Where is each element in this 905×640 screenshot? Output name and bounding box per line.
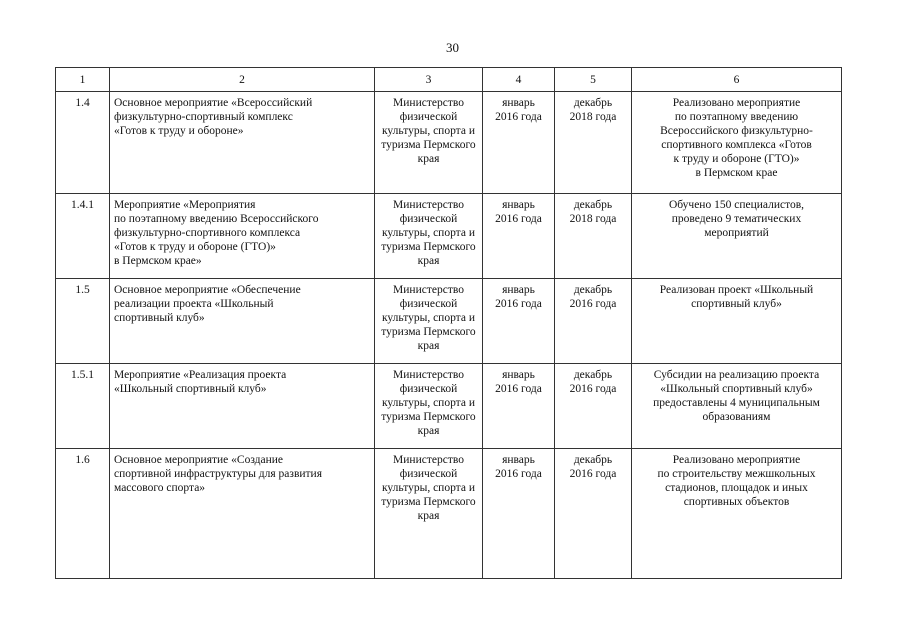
responsible-executor: Министерство физической культуры, спорта и туризма Пермского края xyxy=(375,92,483,194)
end-date: декабрь 2016 года xyxy=(555,449,632,579)
responsible-executor: Министерство физической культуры, спорта и туризма Пермского края xyxy=(375,194,483,279)
end-date: декабрь 2018 года xyxy=(555,92,632,194)
start-date: январь 2016 года xyxy=(483,449,555,579)
responsible-executor: Министерство физической культуры, спорта и туризма Пермского края xyxy=(375,279,483,364)
column-header: 1 xyxy=(56,68,110,92)
page-number: 30 xyxy=(446,40,459,55)
expected-result: Обучено 150 специалистов, проведено 9 тематических мероприятий xyxy=(632,194,842,279)
table-row xyxy=(56,92,842,194)
column-header: 6 xyxy=(632,68,842,92)
end-date: декабрь 2016 года xyxy=(555,364,632,449)
table-header-row xyxy=(56,68,842,92)
activity-name: Мероприятие «Мероприятия по поэтапному введению Всероссийского физкультурно-спортивного комплекса «Готов к труду и обороне (ГТО)» в Пермском крае» xyxy=(110,194,375,279)
expected-result: Субсидии на реализацию проекта «Школьный спортивный клуб» предоставлены 4 муниципальным образованиям xyxy=(632,364,842,449)
table-row xyxy=(56,194,842,279)
row-number: 1.5 xyxy=(56,279,110,364)
row-number: 1.4 xyxy=(56,92,110,194)
column-header: 4 xyxy=(483,68,555,92)
activity-name: Мероприятие «Реализация проекта «Школьный спортивный клуб» xyxy=(110,364,375,449)
row-number: 1.4.1 xyxy=(56,194,110,279)
activity-name: Основное мероприятие «Обеспечение реализации проекта «Школьный спортивный клуб» xyxy=(110,279,375,364)
activities-table xyxy=(55,67,842,579)
row-number: 1.5.1 xyxy=(56,364,110,449)
responsible-executor: Министерство физической культуры, спорта и туризма Пермского края xyxy=(375,364,483,449)
expected-result: Реализовано мероприятие по строительству межшкольных стадионов, площадок и иных спортивных объектов xyxy=(632,449,842,579)
row-number: 1.6 xyxy=(56,449,110,579)
table-row xyxy=(56,449,842,579)
expected-result: Реализовано мероприятие по поэтапному введению Всероссийского физкультурно- спортивного комплекса «Готов к труду и обороне (ГТО)» в Пермском крае xyxy=(632,92,842,194)
table-row xyxy=(56,364,842,449)
start-date: январь 2016 года xyxy=(483,92,555,194)
end-date: декабрь 2016 года xyxy=(555,279,632,364)
responsible-executor: Министерство физической культуры, спорта и туризма Пермского края xyxy=(375,449,483,579)
start-date: январь 2016 года xyxy=(483,364,555,449)
activity-name: Основное мероприятие «Создание спортивной инфраструктуры для развития массового спорта» xyxy=(110,449,375,579)
expected-result: Реализован проект «Школьный спортивный клуб» xyxy=(632,279,842,364)
activity-name: Основное мероприятие «Всероссийский физкультурно-спортивный комплекс «Готов к труду и обороне» xyxy=(110,92,375,194)
column-header: 3 xyxy=(375,68,483,92)
end-date: декабрь 2018 года xyxy=(555,194,632,279)
start-date: январь 2016 года xyxy=(483,279,555,364)
table-row xyxy=(56,279,842,364)
column-header: 5 xyxy=(555,68,632,92)
column-header: 2 xyxy=(110,68,375,92)
start-date: январь 2016 года xyxy=(483,194,555,279)
